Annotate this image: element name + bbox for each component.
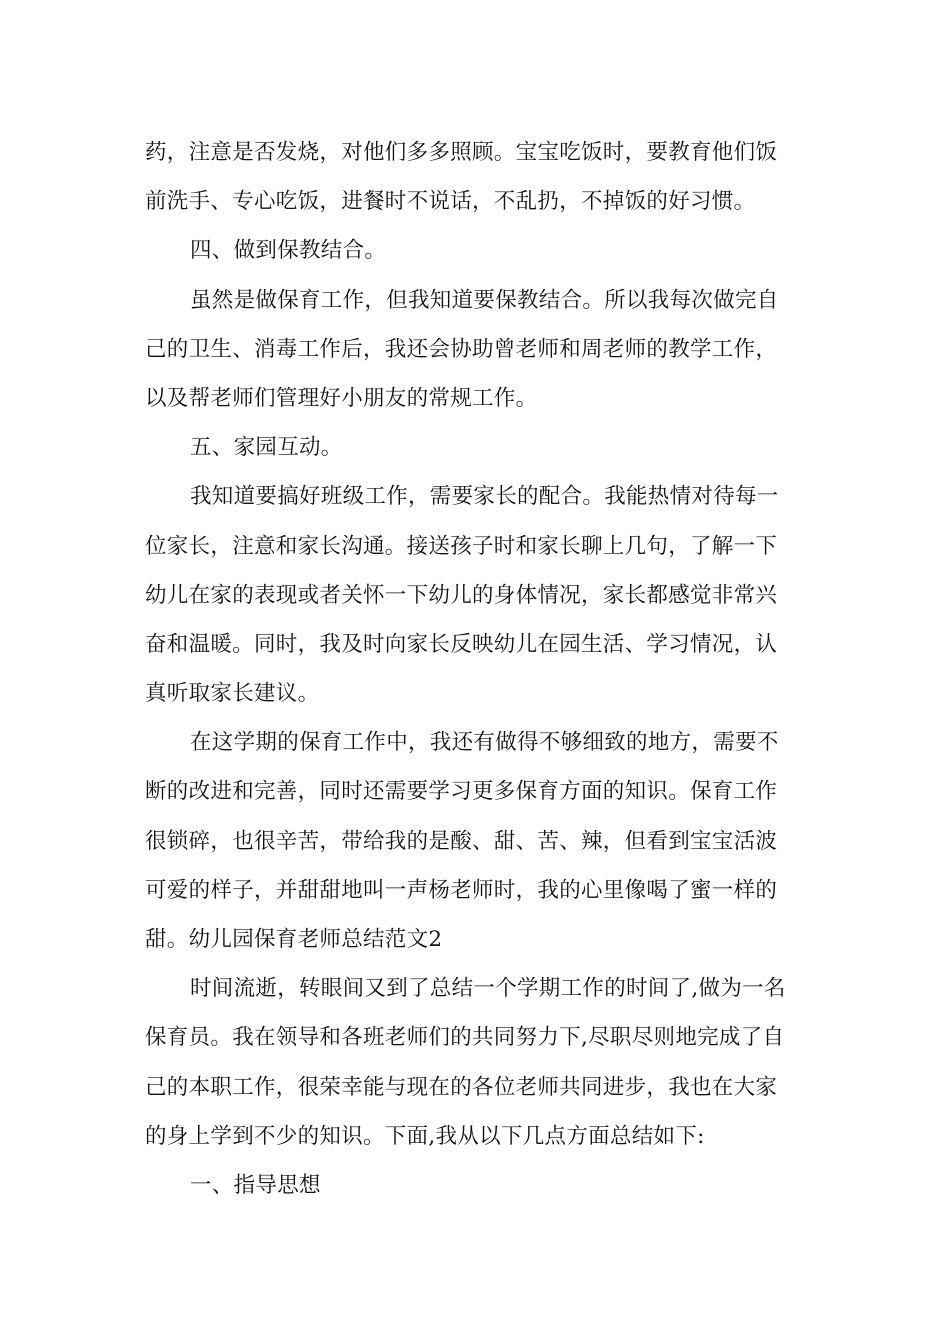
text-line: 甜。幼儿园保育老师总结范文2 — [145, 927, 443, 952]
text-line: 断的改进和完善，同时还需要学习更多保育方面的知识。保育工作 — [145, 779, 778, 805]
text-line: 我知道要搞好班级工作，需要家长的配合。我能热情对待每一 — [190, 484, 779, 510]
text-line: 位家长，注意和家长沟通。接送孩子时和家长聊上几句，了解一下 — [145, 533, 778, 559]
text-line: 以及帮老师们管理好小朋友的常规工作。 — [145, 385, 538, 411]
text-line: 在这学期的保育工作中，我还有做得不够细致的地方，需要不 — [190, 730, 779, 756]
text-line: 虽然是做保育工作，但我知道要保教结合。所以我每次做完自 — [190, 287, 779, 313]
text-line: 很锁碎，也很辛苦，带给我的是酸、甜、苦、辣，但看到宝宝活波 — [145, 828, 778, 854]
text-line: 己的本职工作，很荣幸能与现在的各位老师共同进步，我也在大家 — [145, 1074, 778, 1100]
text-line: 时间流逝，转眼间又到了总结一个学期工作的时间了,做为一名 — [190, 976, 786, 1002]
text-line: 己的卫生、消毒工作后，我还会协助曾老师和周老师的教学工作， — [145, 336, 778, 362]
text-line: 四、做到保教结合。 — [190, 238, 387, 264]
text-line: 可爱的样子，并甜甜地叫一声杨老师时，我的心里像喝了蜜一样的 — [145, 877, 778, 903]
text-line: 五、家园互动。 — [190, 435, 343, 461]
text-line: 保育员。我在领导和各班老师们的共同努力下,尽职尽则地完成了自 — [145, 1025, 785, 1051]
text-line: 一、指导思想 — [190, 1172, 321, 1198]
document-body — [145, 128, 807, 1210]
text-line: 真听取家长建议。 — [145, 681, 320, 707]
text-line: 前洗手、专心吃饭，进餐时不说话，不乱扔，不掉饭的好习惯。 — [145, 189, 756, 215]
text-line: 的身上学到不少的知识。下面,我从以下几点方面总结如下: — [145, 1123, 705, 1149]
text-line: 药，注意是否发烧，对他们多多照顾。宝宝吃饭时，要教育他们饭 — [145, 140, 778, 165]
text-line: 幼儿在家的表现或者关怀一下幼儿的身体情况，家长都感觉非常兴 — [145, 582, 778, 608]
text-line: 奋和温暖。同时，我及时向家长反映幼儿在园生活、学习情况，认 — [145, 631, 778, 657]
